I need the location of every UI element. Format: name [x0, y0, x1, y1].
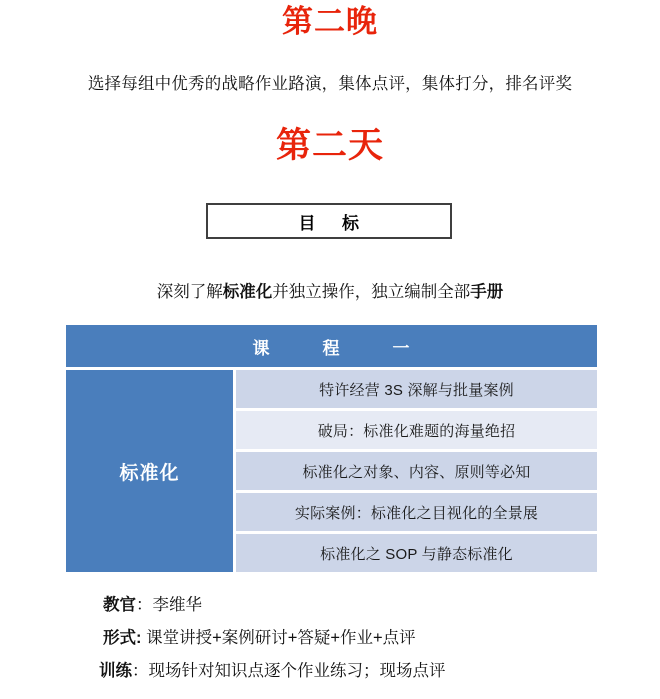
evening-description-text: 选择每组中优秀的战略作业路演，集体点评，集体打分，排名评奖 — [87, 75, 573, 93]
course-table-header-label — [253, 334, 411, 359]
goal-char-2: 标 — [342, 213, 360, 233]
footer-line-format — [103, 624, 623, 648]
instructor-value: 李维华 — [152, 596, 202, 614]
footer-line-training — [99, 657, 623, 681]
course-category-cell: 标准化 — [66, 370, 233, 572]
table-row: 特许经营 3S 深解与批量案例 — [236, 370, 597, 408]
format-label: 形式: — [103, 629, 142, 647]
course-table — [66, 325, 597, 572]
objective-bold-manual: 手册 — [470, 283, 504, 301]
course-table-body — [66, 370, 597, 572]
table-row: 破局：标准化难题的海量绝招 — [236, 411, 597, 449]
goal-char-1: 目 — [298, 213, 316, 233]
footer-line-instructor — [103, 591, 623, 615]
table-row: 标准化之 SOP 与静态标准化 — [236, 534, 597, 572]
objective-part-1: 深刻了解 — [156, 283, 223, 301]
format-value: 课堂讲授+案例研讨+答疑+作业+点评 — [141, 629, 416, 647]
course-rows-column — [236, 370, 597, 572]
objective-bold-standardization: 标准化 — [222, 283, 273, 301]
goal-box — [206, 203, 452, 239]
instructor-separator: ： — [136, 596, 153, 614]
training-separator: ： — [132, 662, 149, 680]
instructor-label: 教官 — [103, 596, 136, 614]
table-row: 标准化之对象、内容、原则等必知 — [236, 452, 597, 490]
objective-line — [0, 278, 660, 302]
heading-second-evening: 第二晚 — [282, 4, 378, 39]
training-label: 训练 — [99, 662, 132, 680]
footer-info — [99, 591, 623, 681]
header-char-1: 课 — [252, 338, 271, 358]
header-char-3: 一 — [392, 338, 411, 358]
heading-second-day: 第二天 — [275, 126, 384, 165]
header-char-2: 程 — [322, 338, 341, 358]
training-value: 现场针对知识点逐个作业练习；现场点评 — [148, 662, 446, 680]
course-table-header — [66, 325, 597, 367]
table-row: 实际案例：标准化之目视化的全景展 — [236, 493, 597, 531]
objective-part-2: 并独立操作，独立编制全部 — [272, 283, 471, 301]
goal-box-label — [299, 209, 360, 234]
